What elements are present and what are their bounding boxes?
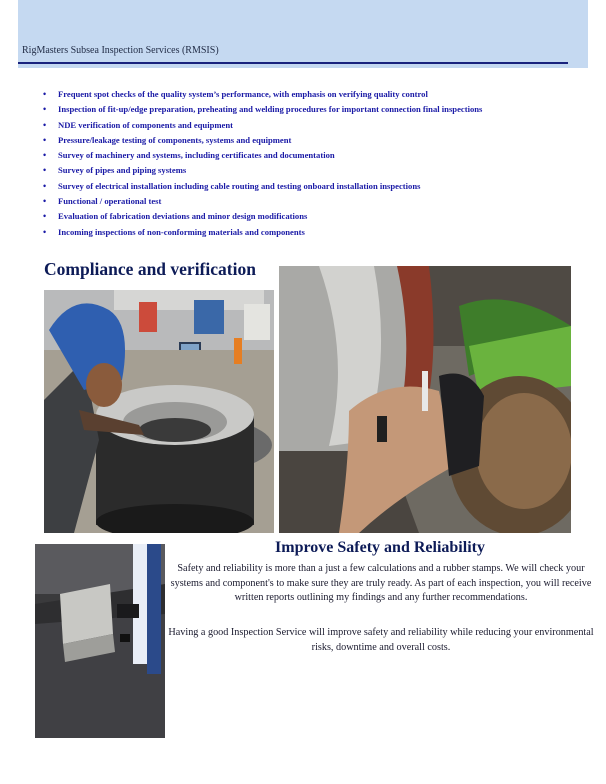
bullet-icon: • (43, 226, 47, 237)
service-text: Survey of electrical installation including cable routing and testing onboard installation inspections (58, 180, 421, 191)
service-text: Evaluation of fabrication deviations and minor design modifications (58, 211, 308, 222)
bullet-icon: • (43, 196, 47, 207)
service-text: NDE verification of components and equipment (58, 119, 233, 130)
height-gauge-photo (35, 544, 165, 738)
service-text: Inspection of fit-up/edge preparation, preheating and welding procedures for important connection final inspections (58, 104, 483, 115)
bullet-icon: • (43, 134, 47, 145)
service-text: Functional / operational test (58, 196, 162, 207)
list-item (40, 163, 580, 178)
list-item (40, 148, 580, 163)
header-divider (18, 62, 568, 64)
list-item (40, 133, 580, 148)
list-item (40, 87, 580, 102)
service-text: Frequent spot checks of the quality system’s performance, with emphasis on verifying quality control (58, 89, 428, 99)
improve-heading: Improve Safety and Reliability (275, 539, 485, 556)
bullet-icon: • (43, 89, 47, 99)
bullet-icon: • (43, 119, 47, 130)
improve-paragraph-2: Having a good Inspection Service will improve safety and reliability while reducing your environmental risks, downtime and overall costs. (168, 627, 594, 653)
bullet-icon: • (43, 211, 47, 222)
header-band (18, 0, 588, 68)
list-item (40, 118, 580, 133)
bullet-icon: • (43, 150, 47, 161)
improve-paragraph-1: Safety and reliability is more than a just a few calculations and a rubber stamps. We will check your systems and component's to make sure they are truly ready. As part of each inspection, you will receive written reports outlining my findings and any further recommendations. (170, 563, 592, 604)
list-item (40, 194, 580, 209)
bullet-icon: • (43, 104, 47, 115)
shaft-inspection-photo (279, 266, 571, 533)
services-list (40, 87, 580, 240)
compliance-heading: Compliance and verification (44, 259, 256, 279)
list-item (40, 209, 580, 224)
inspector-measuring-photo (44, 290, 274, 533)
list-item (40, 179, 580, 194)
service-text: Pressure/leakage testing of components, systems and equipment (58, 134, 292, 145)
service-text: Incoming inspections of non-conforming materials and components (58, 226, 305, 237)
list-item (40, 102, 580, 117)
service-text: Survey of pipes and piping systems (58, 165, 187, 176)
bullet-icon: • (43, 165, 47, 176)
list-item (40, 225, 580, 240)
bullet-icon: • (43, 180, 47, 191)
header-title: RigMasters Subsea Inspection Services (RMSIS) (22, 45, 219, 56)
service-text: Survey of machinery and systems, including certificates and documentation (58, 150, 335, 161)
